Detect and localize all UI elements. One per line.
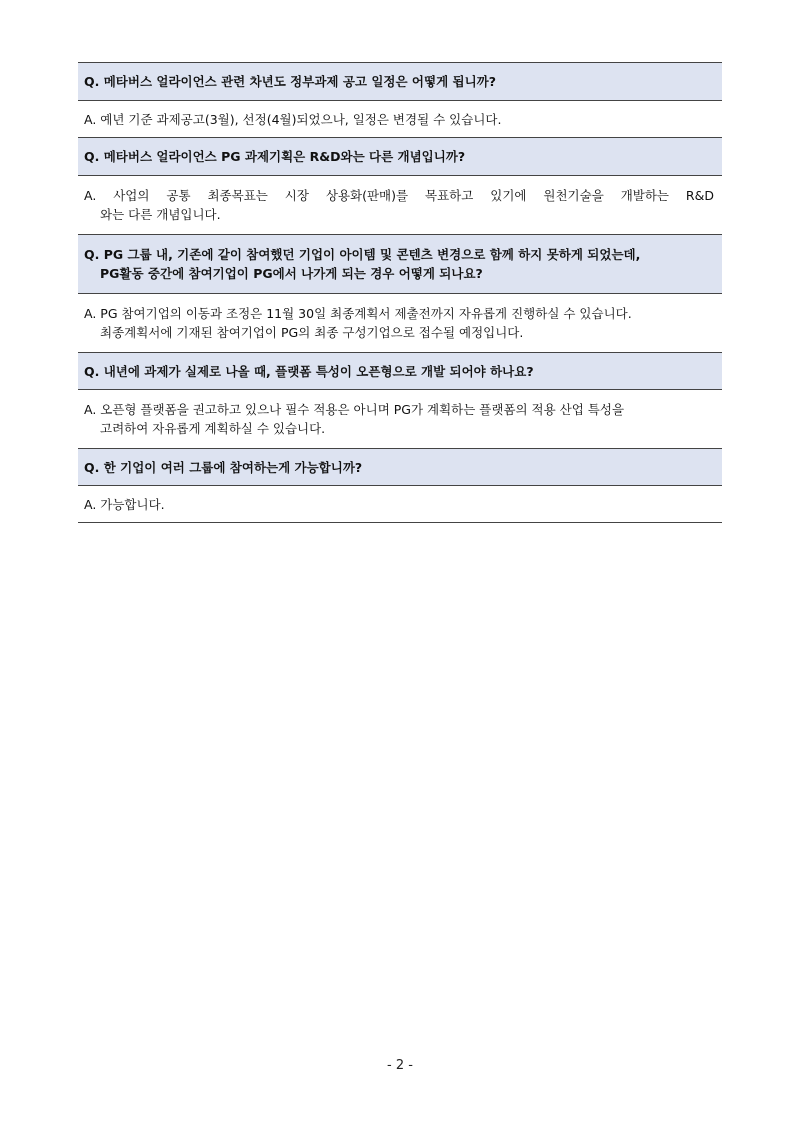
- question-text: Q. 메타버스 얼라이언스 PG 과제기획은 R&D와는 다른 개념입니까?: [84, 149, 466, 164]
- answer-row: [78, 101, 722, 138]
- answer-row: [78, 176, 722, 235]
- answer-text: A. 예년 기준 과제공고(3월), 선정(4월)되었으나, 일정은 변경될 수 있습니다.: [84, 111, 502, 127]
- answer-text: 최종계획서에 기재된 참여기업이 PG의 최종 구성기업으로 접수될 예정입니다.: [100, 325, 524, 340]
- question-row: [78, 138, 722, 176]
- faq-table: [78, 62, 722, 523]
- answer-text: A. 오픈형 플랫폼을 권고하고 있으나 필수 적용은 아니며 PG가 계획하는 플랫폼의 적용 산업 특성을: [84, 402, 625, 417]
- question-text: PG활동 중간에 참여기업이 PG에서 나가게 되는 경우 어떻게 되나요?: [100, 266, 483, 281]
- question-row: [78, 449, 722, 486]
- answer-row: [78, 294, 722, 353]
- question-row: [78, 235, 722, 294]
- question-text: Q. 한 기업이 여러 그룹에 참여하는게 가능합니까?: [84, 459, 363, 475]
- page-number: - 2 -: [387, 1058, 413, 1073]
- question-text: Q. 메타버스 얼라이언스 관련 차년도 정부과제 공고 일정은 어떻게 됩니까?: [84, 74, 496, 89]
- answer-row: [78, 390, 722, 449]
- question-row: [78, 63, 722, 101]
- answer-row: [78, 486, 722, 523]
- question-row: [78, 353, 722, 390]
- answer-text: A. 가능합니다.: [84, 496, 165, 512]
- question-text: Q. 내년에 과제가 실제로 나올 때, 플랫폼 특성이 오픈형으로 개발 되어야 하나요?: [84, 363, 534, 379]
- answer-text: 고려하여 자유롭게 계획하실 수 있습니다.: [100, 421, 326, 436]
- answer-text: 와는 다른 개념입니다.: [100, 207, 221, 222]
- question-text: Q. PG 그룹 내, 기존에 같이 참여했던 기업이 아이템 및 콘텐츠 변경으로 함께 하지 못하게 되었는데,: [84, 247, 641, 262]
- answer-text: A. PG 참여기업의 이동과 조정은 11월 30일 최종계획서 제출전까지 자유롭게 진행하실 수 있습니다.: [84, 306, 632, 321]
- answer-text: A. 사업의 공통 최종목표는 시장 상용화(판매)를 목표하고 있기에 원천기술을 개발하는 R&D: [84, 188, 714, 203]
